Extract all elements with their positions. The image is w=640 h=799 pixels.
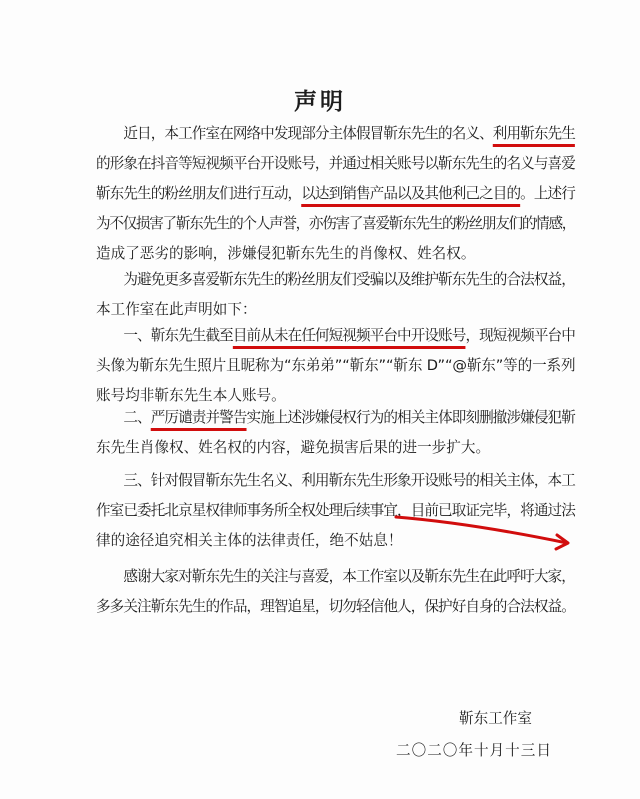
- text-segment: 本工作室在此声明如下：: [96, 301, 257, 318]
- highlighted-phrase: 利用靳东先生: [492, 125, 575, 142]
- text-segment: 。上述行: [520, 185, 575, 202]
- text-segment: 近日，本工作室在网络中发现部分主体假冒靳东先生的名义、: [96, 125, 493, 142]
- text-segment: 二、: [96, 409, 151, 426]
- signature-date: 二〇二〇年十月十三日: [396, 742, 552, 759]
- text-segment: 为避免更多喜爱靳东先生的粉丝朋友们受骗以及维护靳东先生的合法权益，: [96, 271, 575, 288]
- text-segment: 律的途径追究相关主体的法律责任，绝不姑息！: [96, 532, 403, 549]
- text-segment: 三、针对假冒靳东先生名义、利用靳东先生形象开设账号的相关主体，本工: [96, 472, 575, 489]
- text-segment: 账号均非靳东先生本人账号。: [96, 387, 286, 404]
- text-segment: 的形象在抖音等短视频平台开设账号，并通过相关账号以靳东先生的名义与喜爱: [96, 155, 575, 172]
- text-segment: 一、靳东先生截至: [96, 327, 233, 344]
- text-segment: 为不仅损害了靳东先生的个人声誉，亦伤害了喜爱靳东先生的粉丝朋友们的情感，: [96, 215, 576, 232]
- text-segment: 作室已委托北京星权律师事务所全权处理后续事宜，目前已取证完毕，将通过法: [96, 502, 575, 519]
- text-segment: 头像为靳东先生照片且昵称为“东弟弟”“靳东”“靳东 D”“@靳东”等的一系列: [96, 357, 576, 374]
- signature-studio: 靳东工作室: [459, 710, 532, 727]
- highlighted-phrase: 以达到销售产品以及其他利己之目的: [301, 185, 521, 202]
- text-segment: 感谢大家对靳东先生的关注与喜爱，本工作室以及靳东先生在此呼吁大家，: [96, 568, 575, 585]
- text-segment: ，现短视频平台中: [465, 327, 575, 344]
- text-segment: 靳东先生的粉丝朋友们进行互动，: [96, 185, 302, 202]
- text-segment: 东先生肖像权、姓名权的内容，避免损害后果的进一步扩大。: [96, 439, 491, 456]
- text-segment: 多多关注靳东先生的作品，理智追星，切勿轻信他人，保护好自身的合法权益。: [96, 598, 575, 615]
- text-segment: 实施上述涉嫌侵权行为的相关主体即刻删撤涉嫌侵犯靳: [246, 409, 575, 426]
- page-title: 声明: [294, 89, 346, 115]
- highlighted-phrase: 目前从未在任何短视频平台中开设账号: [232, 327, 466, 344]
- highlighted-phrase: 严厉谴责并警告: [150, 409, 247, 426]
- text-segment: 造成了恶劣的影响，涉嫌侵犯靳东先生的肖像权、姓名权。: [96, 245, 476, 262]
